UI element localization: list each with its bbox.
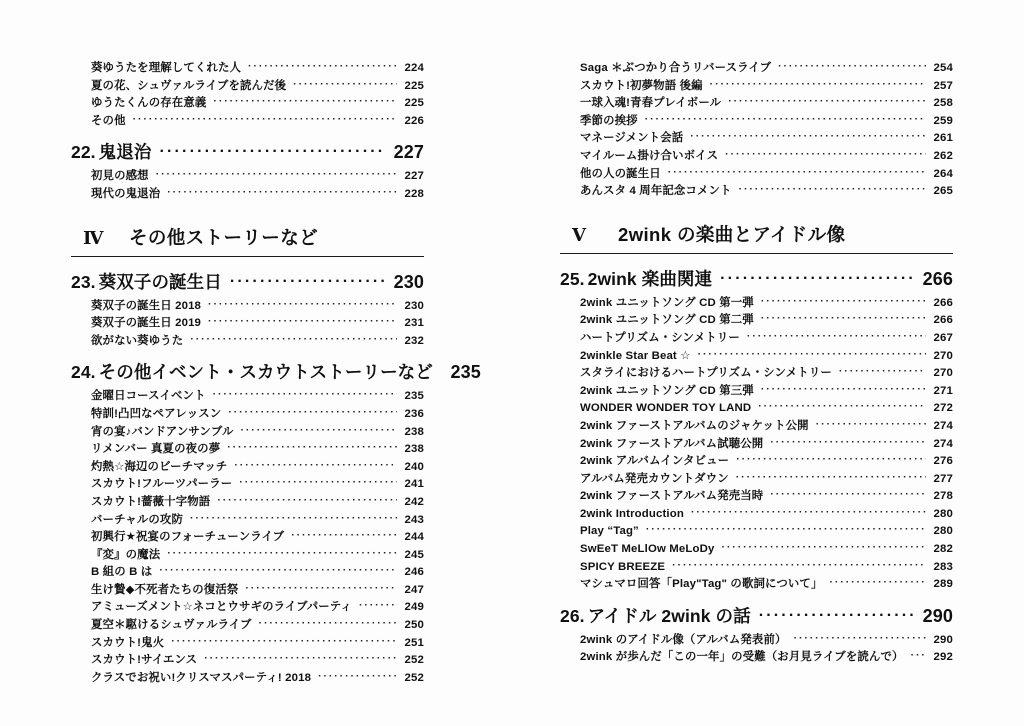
toc-entry[interactable] [560,383,953,401]
toc-leader-dots [761,384,926,395]
toc-entry[interactable] [71,494,424,512]
toc-entry[interactable] [71,60,424,78]
toc-entry-page-number: 227 [404,170,424,183]
toc-chapter-label: 2wink 楽曲関連 [587,268,713,289]
toc-part-line [560,221,953,253]
toc-leader-dots [736,454,926,465]
toc-entry[interactable] [71,529,424,547]
toc-part-numeral: Ⅳ [83,227,104,248]
toc-entry-label: WONDER WONDER TOY LAND [580,402,752,415]
toc-leader-dots [133,114,397,125]
toc-entry[interactable] [71,315,424,333]
toc-entry-page-number: 254 [933,62,953,74]
toc-entry[interactable] [71,547,424,565]
toc-entry-page-number: 276 [933,455,953,468]
toc-entry-label: 葵ゆうたを理解してくれた人 [91,62,242,74]
toc-entry-label: その他 [91,114,126,127]
toc-leader-dots [672,560,926,571]
toc-entry[interactable] [71,186,424,204]
toc-entry[interactable] [560,312,953,330]
toc-leader-dots [720,271,913,287]
toc-entry[interactable] [71,599,424,617]
toc-entry-label: 金曜日コースイベント [91,390,206,403]
toc-entry-page-number: 272 [933,402,953,415]
toc-leader-dots [691,507,926,518]
toc-chapter[interactable] [71,269,424,294]
toc-entry-label: 2winkle Star Beat ☆ [580,349,691,362]
toc-leader-dots [293,79,397,90]
toc-chapter-label: 鬼退治 [98,142,152,163]
toc-leader-dots [245,583,397,594]
toc-entry[interactable] [560,113,953,131]
toc-entry-page-number: 271 [933,384,953,397]
toc-entry-page-number: 264 [933,167,953,180]
toc-entry[interactable] [71,652,424,670]
toc-leader-dots [167,187,397,198]
toc-leader-dots [728,96,926,107]
toc-leader-dots [213,389,397,400]
toc-chapter-label: その他イベント・スカウトストーリーなど [98,362,433,383]
toc-entry[interactable] [560,632,953,650]
toc-entry-page-number: 249 [404,601,424,614]
toc-entry-page-number: 274 [933,419,953,432]
toc-leader-dots [911,650,926,661]
toc-entry-page-number: 283 [933,560,953,573]
toc-entry-label: あんスタ 4 周年記念コメント [580,185,732,198]
toc-leader-dots [217,495,397,506]
toc-entry[interactable] [71,95,424,113]
toc-entry-label: ゆうたくんの存在意義 [91,97,207,110]
toc-part-numeral: Ⅴ [572,224,586,245]
toc-entry-page-number: 252 [404,654,424,667]
toc-entry[interactable] [560,183,953,201]
toc-entry-label: リメンバー 真夏の夜の夢 [91,443,221,456]
toc-entry[interactable] [71,459,424,477]
toc-leader-dots [839,366,926,377]
toc-entry-label: 2wink ユニットソング CD 第一弾 [580,296,754,309]
toc-entry-label: ハートプリズム・シンメトリー [580,331,740,344]
toc-entry[interactable] [71,582,424,600]
toc-entry-page-number: 243 [404,513,424,526]
toc-column-right [512,60,1024,667]
toc-part-line [71,224,424,256]
toc-leader-dots [159,565,397,576]
toc-entry-label: 2wink が歩んだ「この一年」の受難（お月見ライブを読んで） [580,651,904,664]
toc-entry[interactable] [560,453,953,471]
toc-entry-page-number: 280 [933,525,953,538]
toc-leader-dots [230,274,384,290]
toc-leader-dots [213,96,397,107]
toc-entry[interactable] [560,471,953,489]
toc-leader-dots [778,61,926,72]
toc-leader-dots [758,401,926,412]
toc-entry-label: 現代の鬼退治 [91,187,161,200]
toc-leader-dots [646,524,926,535]
toc-entry-label: 特訓!凸凹なペアレッスン [91,407,222,420]
toc-part-rule [71,256,424,257]
toc-entry-page-number: 266 [933,296,953,309]
toc-entry-page-number: 258 [933,97,953,110]
toc-chapter-page-number: 227 [393,142,424,163]
toc-leader-dots [259,618,397,629]
toc-leader-dots [208,299,397,310]
toc-entry[interactable] [71,298,424,316]
toc-entry[interactable] [71,333,424,351]
toc-chapter-number: 23. [71,271,96,292]
toc-entry-label: マシュマロ回答「Play"Tag" の歌詞について」 [580,578,823,591]
toc-entry[interactable] [560,166,953,184]
toc-entry[interactable] [560,541,953,559]
toc-part-title: その他ストーリーなど [129,226,319,248]
toc-entry-label: 生け贄◆不死者たちの復活祭 [91,583,239,596]
toc-entry-label: スタライにおけるハートプリズム・シンメトリー [580,367,832,380]
toc-leader-dots [171,636,397,647]
toc-leader-dots [816,419,926,430]
toc-leader-dots [359,600,397,611]
toc-entry[interactable] [71,441,424,459]
toc-entry[interactable] [71,564,424,582]
toc-entry-page-number: 290 [933,633,953,646]
toc-entry-label: 2wink アルバムインタビュー [580,455,730,468]
toc-entry[interactable] [560,78,953,96]
toc-entry[interactable] [560,506,953,524]
toc-entry-page-number: 226 [404,114,424,127]
toc-entry-page-number: 231 [404,317,424,330]
toc-leader-dots [291,530,397,541]
toc-entry-page-number: 247 [404,583,424,596]
toc-leader-dots [739,184,926,195]
toc-entry-group [560,60,953,201]
toc-entry-page-number: 257 [933,79,953,92]
toc-chapter-number: 24. [71,362,96,383]
toc-leader-dots [159,144,384,160]
toc-leader-dots [228,407,397,418]
toc-entry-page-number: 228 [404,187,424,200]
toc-entry-label: 2wink ファーストアルバム発売当時 [580,490,764,503]
toc-chapter-label: アイドル 2wink の話 [587,605,751,626]
toc-entry[interactable] [560,436,953,454]
toc-chapter-label: 葵双子の誕生日 [98,271,222,292]
toc-leader-dots [190,513,397,524]
toc-entry-page-number: 240 [404,460,424,473]
toc-entry[interactable] [560,488,953,506]
toc-leader-dots [241,425,397,436]
toc-entry[interactable] [71,78,424,96]
toc-entry-page-number: 266 [933,314,953,327]
toc-leader-dots [227,442,397,453]
toc-entry[interactable] [71,512,424,530]
toc-leader-dots [204,653,397,664]
toc-chapter-number: 22. [71,142,96,163]
toc-chapter[interactable] [560,603,953,628]
toc-entry-label: 欲がない葵ゆうた [91,334,184,347]
toc-entry[interactable] [560,559,953,577]
toc-entry[interactable] [71,168,424,186]
toc-leader-dots [747,331,926,342]
toc-leader-dots [759,608,913,624]
toc-entry-page-number: 282 [933,543,953,556]
toc-entry-page-number: 225 [404,79,424,92]
toc-leader-dots [318,671,397,682]
toc-entry[interactable] [560,130,953,148]
toc-entry-page-number: 280 [933,507,953,520]
toc-leader-dots [167,548,397,559]
toc-entry-label: 季節の挨拶 [580,114,638,127]
toc-entry-group [560,295,953,594]
toc-entry-page-number: 224 [404,62,424,74]
toc-entry[interactable] [71,388,424,406]
toc-chapter-page-number: 230 [393,271,424,292]
toc-entry[interactable] [71,476,424,494]
toc-entry-label: 葵双子の誕生日 2018 [91,299,202,312]
toc-entry-label: 初興行★祝宴のフォーチューンライブ [91,531,285,544]
toc-entry[interactable] [560,148,953,166]
toc-entry-page-number: 241 [404,478,424,491]
toc-leader-dots [234,460,397,471]
toc-entry-page-number: 236 [404,407,424,420]
toc-entry-label: 2wink ファーストアルバムのジャケット公開 [580,419,809,432]
toc-chapter[interactable] [71,139,424,164]
toc-entry-page-number: 251 [404,636,424,649]
toc-entry-page-number: 292 [933,651,953,664]
toc-leader-dots [190,334,397,345]
toc-chapter[interactable] [71,359,481,384]
toc-leader-dots [761,313,926,324]
toc-entry-page-number: 250 [404,619,424,632]
toc-entry-page-number: 232 [404,334,424,347]
toc-leader-dots [248,61,397,72]
toc-entry[interactable] [560,523,953,541]
toc-entry-label: マネージメント会話 [580,132,684,145]
toc-chapter-number: 25. [560,268,585,289]
toc-entry-label: スカウト!鬼火 [91,636,165,649]
toc-entry[interactable] [71,670,424,688]
toc-chapter-page-number: 290 [922,605,953,626]
toc-entry[interactable] [560,95,953,113]
toc-entry-label: 2wink ユニットソング CD 第三弾 [580,384,754,397]
toc-entry-label: Saga ＊ぶつかり合うリバースライブ [580,62,772,74]
toc-leader-dots [690,131,926,142]
toc-entry-page-number: 245 [404,548,424,561]
toc-chapter[interactable] [560,266,953,291]
toc-entry-page-number: 278 [933,490,953,503]
toc-leader-dots [156,169,397,180]
toc-entry-page-number: 265 [933,185,953,198]
toc-leader-dots [770,437,926,448]
toc-entry-group [71,60,424,130]
toc-entry-label: Play “Tag” [580,525,639,538]
toc-part-rule [560,253,953,254]
toc-leader-dots [239,477,397,488]
toc-entry[interactable] [560,348,953,366]
toc-entry-label: スカウト!初夢物語 後編 [580,79,703,92]
toc-entry-label: バーチャルの攻防 [91,513,183,526]
toc-entry-label: B 組の B は [91,566,153,579]
toc-leader-dots [698,349,926,360]
toc-entry[interactable] [560,365,953,383]
toc-leader-dots [645,114,926,125]
toc-entry[interactable] [560,330,953,348]
toc-entry-label: 葵双子の誕生日 2019 [91,317,202,330]
toc-chapter-number: 26. [560,605,585,626]
toc-chapter-page-number: 235 [450,362,481,383]
toc-entry-label: SPICY BREEZE [580,560,666,573]
toc-entry-label: 『変』の魔法 [91,548,161,561]
toc-leader-dots [668,167,926,178]
toc-entry-label: スカウト!フルーツパーラー [91,478,233,491]
toc-entry-page-number: 270 [933,349,953,362]
toc-leader-dots [770,489,926,500]
toc-entry[interactable] [71,406,424,424]
toc-entry[interactable] [560,576,953,594]
toc-entry-group [71,298,424,351]
toc-chapter-page-number: 266 [922,268,953,289]
toc-entry-label: スカウト!薔薇十字物語 [91,495,211,508]
toc-entry-label: 一球入魂!青春プレイボール [580,97,722,110]
toc-leader-dots [761,296,926,307]
toc-leader-dots [736,472,926,483]
toc-part-title: 2wink の楽曲とアイドル像 [618,223,846,245]
toc-entry-page-number: 259 [933,114,953,127]
toc-entry-label: 宵の宴♪バンドアンサンブル [91,425,234,438]
toc-entry-page-number: 274 [933,437,953,450]
toc-entry-label: クラスでお祝い!クリスマスパーティ! 2018 [91,671,312,684]
toc-leader-dots [722,542,927,553]
toc-entry-label: 夏空＊駆けるシュヴァルライブ [91,619,252,632]
toc-column-left [0,60,512,687]
toc-entry-label: 他の人の誕生日 [580,167,661,180]
toc-entry-page-number: 225 [404,97,424,110]
toc-entry[interactable] [71,113,424,131]
toc-entry-page-number: 244 [404,531,424,544]
toc-entry-page-number: 277 [933,472,953,485]
toc-entry-group [71,168,424,203]
toc-entry-label: 初見の感想 [91,170,149,183]
toc-entry[interactable] [560,400,953,418]
toc-entry-page-number: 230 [404,299,424,312]
toc-entry[interactable] [560,649,953,667]
toc-entry-label: 2wink のアイドル像（アルバム発表前） [580,633,787,646]
toc-entry-label: 2wink ユニットソング CD 第二弾 [580,314,754,327]
toc-entry[interactable] [71,424,424,442]
toc-entry-page-number: 262 [933,149,953,162]
toc-entry-label: 灼熱☆海辺のビーチマッチ [91,460,228,473]
toc-entry-label: アミューズメント☆ネコとウサギのライブパーティ [91,601,352,614]
toc-leader-dots [794,633,926,644]
toc-entry-page-number: 267 [933,331,953,344]
toc-entry-page-number: 289 [933,578,953,591]
toc-part-heading[interactable] [560,221,953,254]
toc-entry-label: マイルーム掛け合いボイス [580,149,719,162]
toc-entry-label: 2wink ファーストアルバム試聴公開 [580,437,764,450]
toc-entry[interactable] [71,635,424,653]
toc-leader-dots [830,577,927,588]
toc-entry[interactable] [71,617,424,635]
toc-entry-group [71,388,424,687]
toc-entry-page-number: 235 [404,390,424,403]
toc-entry[interactable] [560,418,953,436]
toc-entry-page-number: 246 [404,566,424,579]
toc-leader-dots [208,316,397,327]
toc-entry-page-number: 270 [933,367,953,380]
toc-entry-page-number: 238 [404,425,424,438]
toc-entry-label: SwEeT MeLlOw MeLoDy [580,543,715,556]
toc-entry[interactable] [560,60,953,78]
toc-entry[interactable] [560,295,953,313]
toc-entry-label: 夏の花、シュヴァルライブを読んだ後 [91,79,287,92]
toc-entry-page-number: 242 [404,495,424,508]
toc-part-heading[interactable] [71,224,424,257]
toc-entry-group [560,632,953,667]
toc-entry-label: 2wink Introduction [580,507,684,520]
toc-entry-page-number: 261 [933,132,953,145]
toc-entry-page-number: 238 [404,443,424,456]
toc-entry-label: アルバム発売カウントダウン [580,472,729,485]
toc-entry-label: スカウト!サイエンス [91,654,198,667]
toc-leader-dots [725,149,926,160]
toc-entry-page-number: 252 [404,671,424,684]
toc-columns [0,60,1024,687]
toc-leader-dots [710,79,926,90]
